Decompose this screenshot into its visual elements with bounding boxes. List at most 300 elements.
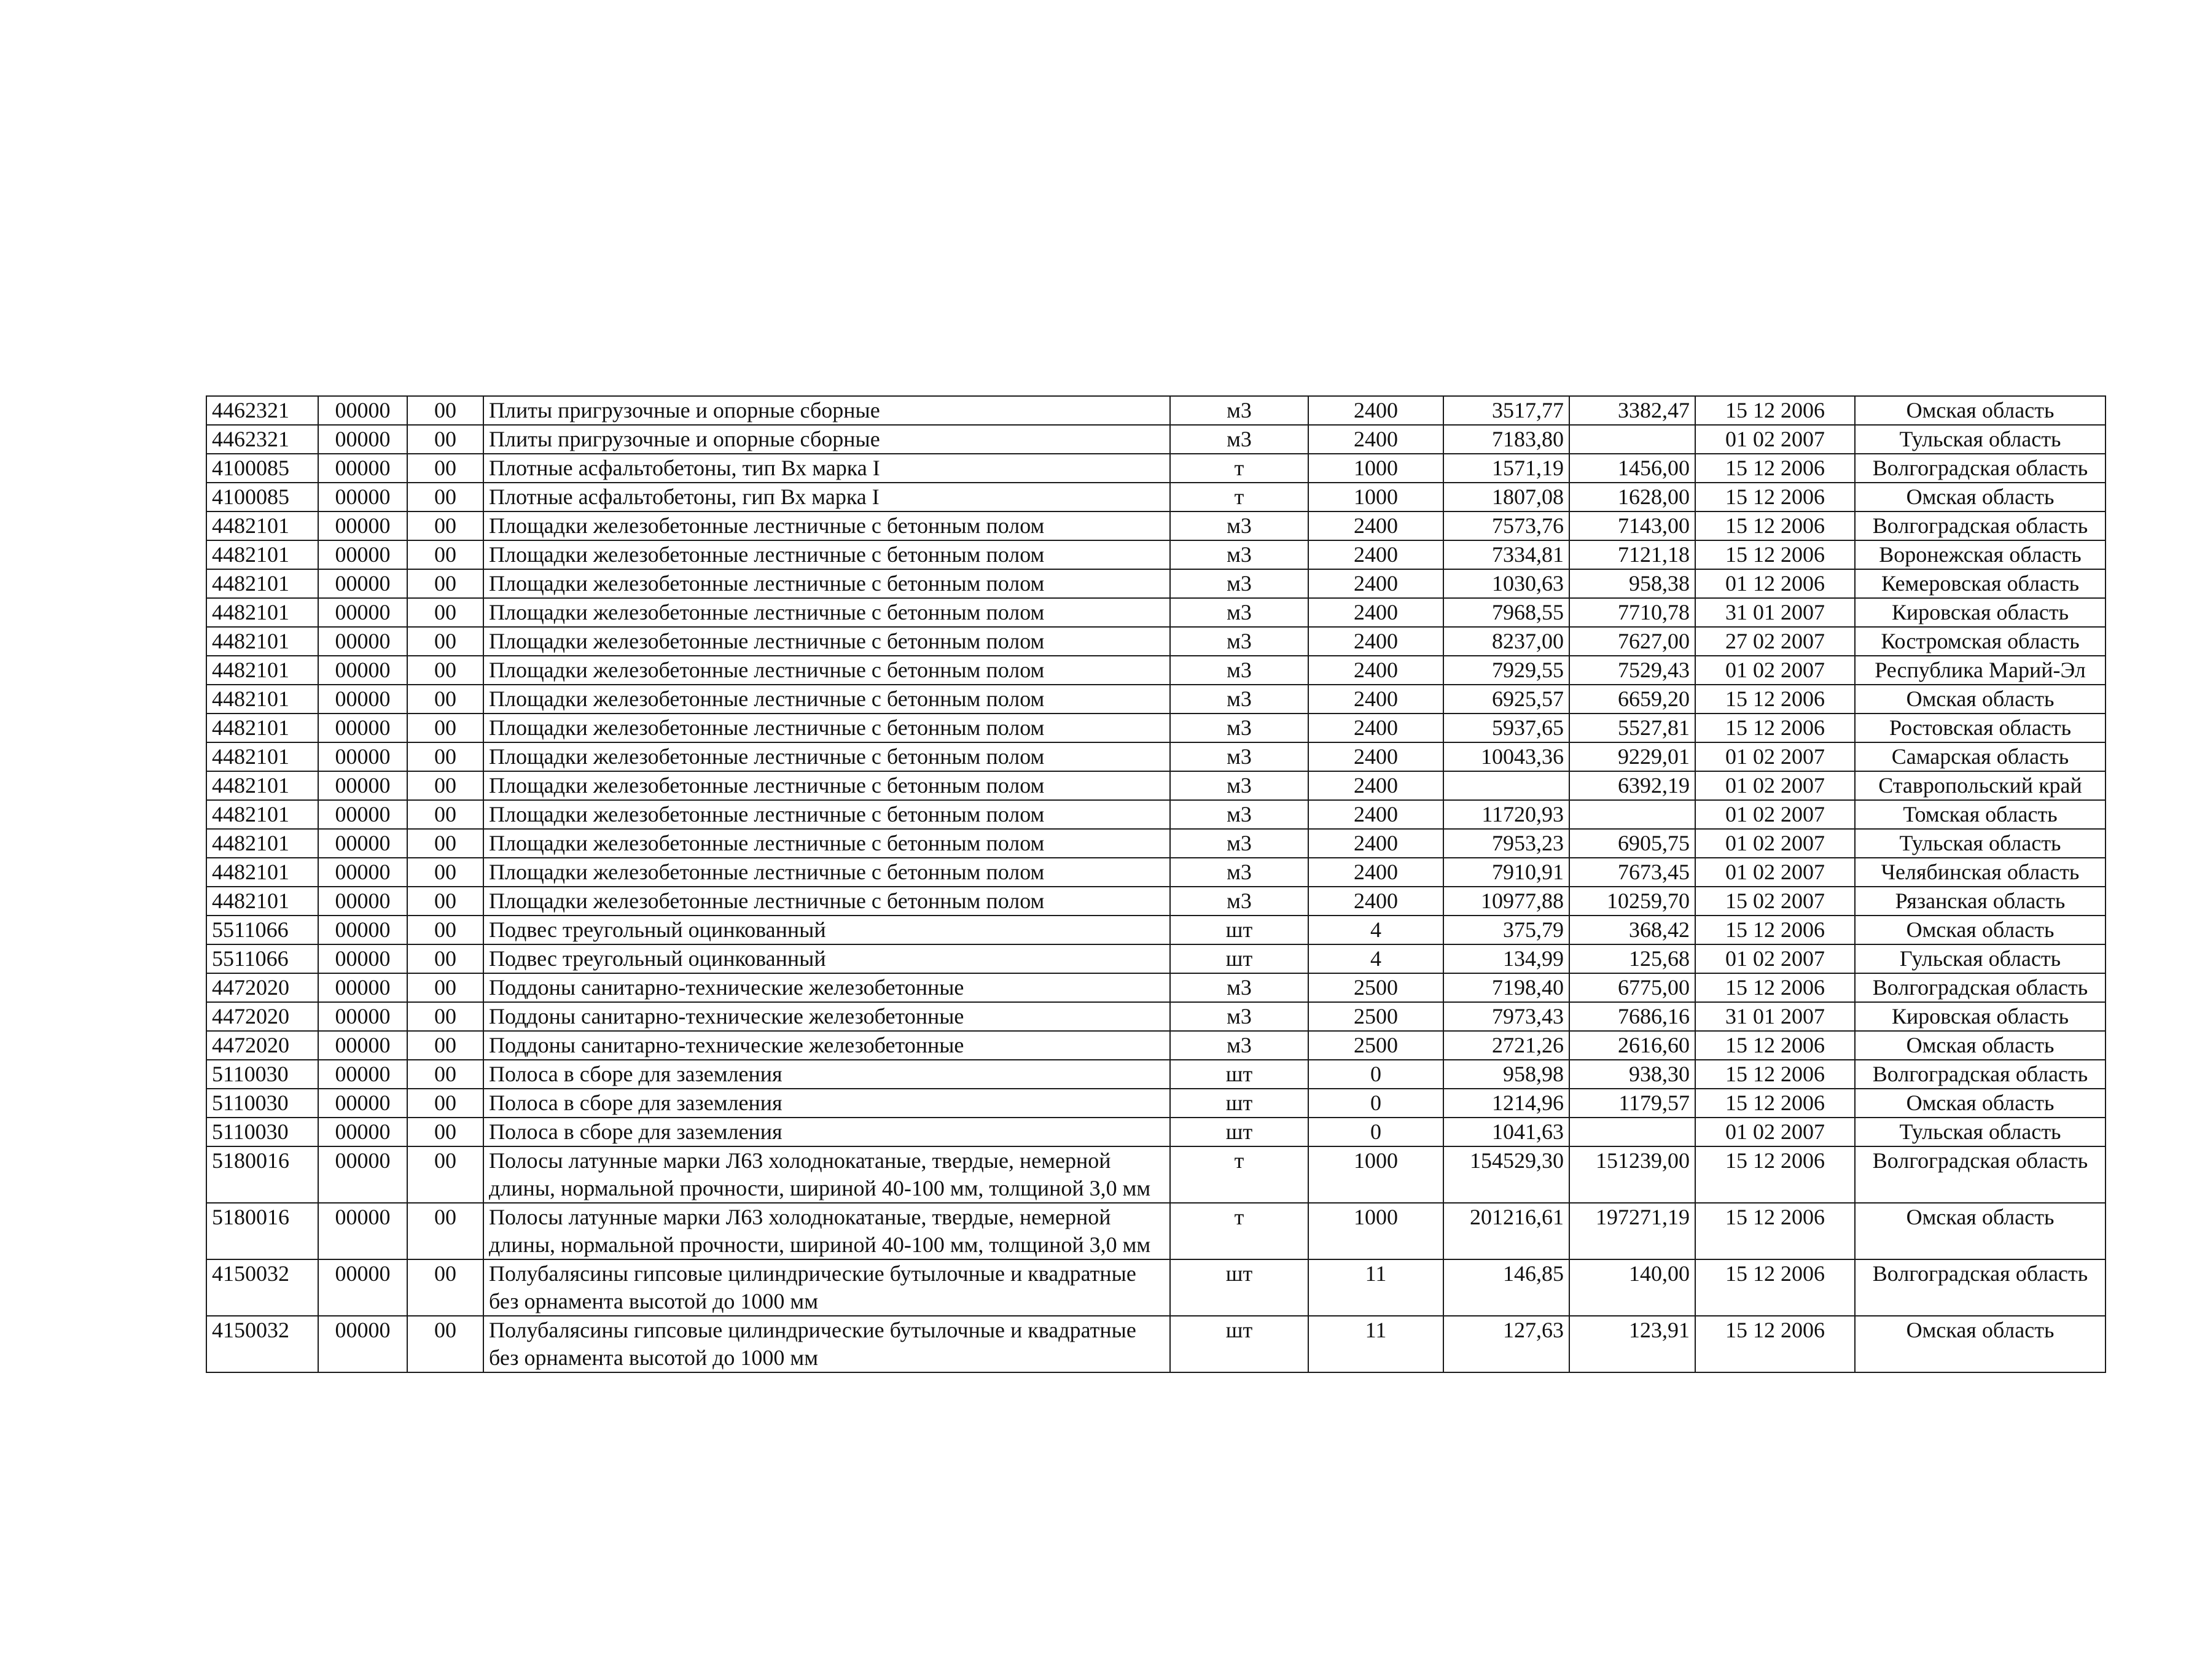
quantity-cell: 2400	[1308, 598, 1443, 627]
date-cell: 15 02 2007	[1695, 887, 1855, 916]
table-row	[206, 454, 2105, 483]
resource-code-cell: 4150032	[206, 1259, 318, 1316]
resource-code-cell: 4482101	[206, 656, 318, 685]
suffix-cell: 00	[407, 1146, 483, 1203]
table-row	[206, 1060, 2105, 1089]
name-cell: Полубалясины гипсовые цилиндрические бутылочные и квадратные без орнамента высотой до 1000 мм	[483, 1259, 1170, 1316]
region-cell: Гульская область	[1855, 944, 2105, 973]
region-cell: Кировская область	[1855, 598, 2105, 627]
region-cell: Тульская область	[1855, 829, 2105, 858]
name-cell: Площадки железобетонные лестничные с бетонным полом	[483, 569, 1170, 598]
name-cell: Плиты пригрузочные и опорные сборные	[483, 425, 1170, 454]
quantity-cell: 1000	[1308, 1146, 1443, 1203]
price-cell: 3517,77	[1443, 396, 1569, 425]
table-row	[206, 569, 2105, 598]
price-alt-cell: 7529,43	[1569, 656, 1695, 685]
name-cell: Площадки железобетонные лестничные с бетонным полом	[483, 598, 1170, 627]
price-cell: 7573,76	[1443, 511, 1569, 540]
price-cell: 2721,26	[1443, 1031, 1569, 1060]
sub-code-cell: 00000	[318, 973, 407, 1002]
suffix-cell: 00	[407, 1316, 483, 1372]
resource-code-cell: 4482101	[206, 800, 318, 829]
table-row	[206, 511, 2105, 540]
price-cell: 5937,65	[1443, 714, 1569, 742]
price-cell: 1571,19	[1443, 454, 1569, 483]
region-cell: Волгоградская область	[1855, 973, 2105, 1002]
table-row	[206, 829, 2105, 858]
date-cell: 01 02 2007	[1695, 858, 1855, 887]
unit-cell: т	[1170, 483, 1308, 511]
suffix-cell: 00	[407, 800, 483, 829]
region-cell: Омская область	[1855, 1031, 2105, 1060]
suffix-cell: 00	[407, 916, 483, 944]
unit-cell: м3	[1170, 973, 1308, 1002]
unit-cell: т	[1170, 1146, 1308, 1203]
quantity-cell: 11	[1308, 1259, 1443, 1316]
region-cell: Кемеровская область	[1855, 569, 2105, 598]
sub-code-cell: 00000	[318, 858, 407, 887]
date-cell: 01 02 2007	[1695, 771, 1855, 800]
date-cell: 15 12 2006	[1695, 973, 1855, 1002]
price-cell: 1030,63	[1443, 569, 1569, 598]
date-cell: 01 02 2007	[1695, 829, 1855, 858]
suffix-cell: 00	[407, 1089, 483, 1118]
unit-cell: м3	[1170, 685, 1308, 714]
price-cell: 7968,55	[1443, 598, 1569, 627]
name-cell: Площадки железобетонные лестничные с бетонным полом	[483, 714, 1170, 742]
unit-cell: м3	[1170, 858, 1308, 887]
price-cell: 201216,61	[1443, 1203, 1569, 1259]
region-cell: Волгоградская область	[1855, 1146, 2105, 1203]
quantity-cell: 2400	[1308, 656, 1443, 685]
quantity-cell: 2500	[1308, 1002, 1443, 1031]
suffix-cell: 00	[407, 742, 483, 771]
region-cell: Волгоградская область	[1855, 454, 2105, 483]
quantity-cell: 2400	[1308, 511, 1443, 540]
suffix-cell: 00	[407, 1002, 483, 1031]
region-cell: Омская область	[1855, 1203, 2105, 1259]
unit-cell: м3	[1170, 598, 1308, 627]
table-row	[206, 887, 2105, 916]
suffix-cell: 00	[407, 858, 483, 887]
unit-cell: шт	[1170, 916, 1308, 944]
resource-code-cell: 5180016	[206, 1146, 318, 1203]
resource-code-cell: 4462321	[206, 396, 318, 425]
quantity-cell: 2400	[1308, 569, 1443, 598]
sub-code-cell: 00000	[318, 1002, 407, 1031]
name-cell: Площадки железобетонные лестничные с бетонным полом	[483, 511, 1170, 540]
resource-code-cell: 4100085	[206, 454, 318, 483]
price-alt-cell: 6392,19	[1569, 771, 1695, 800]
unit-cell: м3	[1170, 829, 1308, 858]
suffix-cell: 00	[407, 627, 483, 656]
suffix-cell: 00	[407, 771, 483, 800]
unit-cell: м3	[1170, 627, 1308, 656]
unit-cell: м3	[1170, 425, 1308, 454]
price-cell: 7953,23	[1443, 829, 1569, 858]
date-cell: 15 12 2006	[1695, 916, 1855, 944]
date-cell: 15 12 2006	[1695, 1316, 1855, 1372]
suffix-cell: 00	[407, 425, 483, 454]
quantity-cell: 2400	[1308, 685, 1443, 714]
resource-code-cell: 4482101	[206, 829, 318, 858]
unit-cell: м3	[1170, 1031, 1308, 1060]
name-cell: Плотные асфальтобетоны, тип Вх марка I	[483, 454, 1170, 483]
resource-code-cell: 5180016	[206, 1203, 318, 1259]
price-alt-cell: 1628,00	[1569, 483, 1695, 511]
price-alt-cell: 6659,20	[1569, 685, 1695, 714]
unit-cell: м3	[1170, 656, 1308, 685]
suffix-cell: 00	[407, 887, 483, 916]
price-alt-cell: 2616,60	[1569, 1031, 1695, 1060]
price-alt-cell: 7121,18	[1569, 540, 1695, 569]
date-cell: 15 12 2006	[1695, 540, 1855, 569]
price-cell: 958,98	[1443, 1060, 1569, 1089]
sub-code-cell: 00000	[318, 685, 407, 714]
suffix-cell: 00	[407, 714, 483, 742]
name-cell: Подвес треугольный оцинкованный	[483, 944, 1170, 973]
region-cell: Волгоградская область	[1855, 511, 2105, 540]
price-alt-cell	[1569, 1118, 1695, 1146]
region-cell: Челябинская область	[1855, 858, 2105, 887]
suffix-cell: 00	[407, 1031, 483, 1060]
price-cell: 1807,08	[1443, 483, 1569, 511]
resource-code-cell: 5110030	[206, 1060, 318, 1089]
price-alt-cell	[1569, 800, 1695, 829]
suffix-cell: 00	[407, 1203, 483, 1259]
price-cell: 7973,43	[1443, 1002, 1569, 1031]
table-row	[206, 1146, 2105, 1203]
price-alt-cell: 5527,81	[1569, 714, 1695, 742]
price-cell: 7929,55	[1443, 656, 1569, 685]
resource-code-cell: 5511066	[206, 916, 318, 944]
quantity-cell: 2400	[1308, 771, 1443, 800]
sub-code-cell: 00000	[318, 1316, 407, 1372]
price-alt-cell: 7143,00	[1569, 511, 1695, 540]
price-cell: 127,63	[1443, 1316, 1569, 1372]
table-row	[206, 1203, 2105, 1259]
quantity-cell: 11	[1308, 1316, 1443, 1372]
quantity-cell: 2500	[1308, 1031, 1443, 1060]
sub-code-cell: 00000	[318, 1146, 407, 1203]
table-row	[206, 627, 2105, 656]
sub-code-cell: 00000	[318, 454, 407, 483]
name-cell: Полоса в сборе для заземления	[483, 1089, 1170, 1118]
name-cell: Поддоны санитарно-технические железобетонные	[483, 1031, 1170, 1060]
price-cell: 7198,40	[1443, 973, 1569, 1002]
unit-cell: м3	[1170, 714, 1308, 742]
price-cell: 7334,81	[1443, 540, 1569, 569]
date-cell: 01 12 2006	[1695, 569, 1855, 598]
quantity-cell: 1000	[1308, 454, 1443, 483]
region-cell: Ростовская область	[1855, 714, 2105, 742]
region-cell: Самарская область	[1855, 742, 2105, 771]
price-alt-cell: 938,30	[1569, 1060, 1695, 1089]
unit-cell: шт	[1170, 1118, 1308, 1146]
price-alt-cell: 368,42	[1569, 916, 1695, 944]
date-cell: 01 02 2007	[1695, 656, 1855, 685]
sub-code-cell: 00000	[318, 425, 407, 454]
sub-code-cell: 00000	[318, 714, 407, 742]
table-body	[206, 396, 2105, 1372]
price-cell	[1443, 771, 1569, 800]
quantity-cell: 2400	[1308, 627, 1443, 656]
name-cell: Площадки железобетонные лестничные с бетонным полом	[483, 771, 1170, 800]
resource-code-cell: 4482101	[206, 627, 318, 656]
quantity-cell: 2400	[1308, 858, 1443, 887]
region-cell: Волгоградская область	[1855, 1259, 2105, 1316]
name-cell: Подвес треугольный оцинкованный	[483, 916, 1170, 944]
price-alt-cell: 3382,47	[1569, 396, 1695, 425]
name-cell: Площадки железобетонные лестничные с бетонным полом	[483, 540, 1170, 569]
name-cell: Площадки железобетонные лестничные с бетонным полом	[483, 800, 1170, 829]
unit-cell: м3	[1170, 1002, 1308, 1031]
price-alt-cell: 7673,45	[1569, 858, 1695, 887]
quantity-cell: 2500	[1308, 973, 1443, 1002]
price-alt-cell	[1569, 425, 1695, 454]
name-cell: Полоса в сборе для заземления	[483, 1118, 1170, 1146]
resource-code-cell: 5110030	[206, 1089, 318, 1118]
price-alt-cell: 1179,57	[1569, 1089, 1695, 1118]
sub-code-cell: 00000	[318, 483, 407, 511]
name-cell: Площадки железобетонные лестничные с бетонным полом	[483, 685, 1170, 714]
resource-code-cell: 4482101	[206, 511, 318, 540]
price-cell: 1214,96	[1443, 1089, 1569, 1118]
unit-cell: м3	[1170, 800, 1308, 829]
unit-cell: т	[1170, 1203, 1308, 1259]
sub-code-cell: 00000	[318, 1118, 407, 1146]
suffix-cell: 00	[407, 656, 483, 685]
table-row	[206, 656, 2105, 685]
name-cell: Плотные асфальтобетоны, гип Вх марка I	[483, 483, 1170, 511]
resource-code-cell: 4482101	[206, 887, 318, 916]
date-cell: 15 12 2006	[1695, 1146, 1855, 1203]
table-row	[206, 685, 2105, 714]
unit-cell: м3	[1170, 396, 1308, 425]
table-row	[206, 1259, 2105, 1316]
date-cell: 15 12 2006	[1695, 483, 1855, 511]
resource-code-cell: 4150032	[206, 1316, 318, 1372]
sub-code-cell: 00000	[318, 1031, 407, 1060]
suffix-cell: 00	[407, 1060, 483, 1089]
date-cell: 15 12 2006	[1695, 1259, 1855, 1316]
quantity-cell: 2400	[1308, 714, 1443, 742]
price-alt-cell: 7627,00	[1569, 627, 1695, 656]
sub-code-cell: 00000	[318, 1089, 407, 1118]
date-cell: 01 02 2007	[1695, 742, 1855, 771]
region-cell: Костромская область	[1855, 627, 2105, 656]
sub-code-cell: 00000	[318, 887, 407, 916]
quantity-cell: 2400	[1308, 396, 1443, 425]
quantity-cell: 2400	[1308, 800, 1443, 829]
region-cell: Кировская область	[1855, 1002, 2105, 1031]
name-cell: Поддоны санитарно-технические железобетонные	[483, 973, 1170, 1002]
region-cell: Омская область	[1855, 1316, 2105, 1372]
quantity-cell: 4	[1308, 916, 1443, 944]
suffix-cell: 00	[407, 685, 483, 714]
price-alt-cell: 958,38	[1569, 569, 1695, 598]
price-cell: 134,99	[1443, 944, 1569, 973]
suffix-cell: 00	[407, 511, 483, 540]
date-cell: 15 12 2006	[1695, 396, 1855, 425]
price-alt-cell: 9229,01	[1569, 742, 1695, 771]
date-cell: 15 12 2006	[1695, 511, 1855, 540]
name-cell: Полубалясины гипсовые цилиндрические бутылочные и квадратные без орнамента высотой до 1000 мм	[483, 1316, 1170, 1372]
unit-cell: м3	[1170, 540, 1308, 569]
sub-code-cell: 00000	[318, 1203, 407, 1259]
sub-code-cell: 00000	[318, 1259, 407, 1316]
sub-code-cell: 00000	[318, 800, 407, 829]
table-row	[206, 742, 2105, 771]
table-row	[206, 973, 2105, 1002]
resource-code-cell: 4482101	[206, 714, 318, 742]
resource-code-cell: 4482101	[206, 598, 318, 627]
sub-code-cell: 00000	[318, 742, 407, 771]
price-table	[206, 395, 2106, 1373]
region-cell: Воронежская область	[1855, 540, 2105, 569]
unit-cell: м3	[1170, 887, 1308, 916]
price-alt-cell: 6905,75	[1569, 829, 1695, 858]
price-cell: 7183,80	[1443, 425, 1569, 454]
quantity-cell: 0	[1308, 1089, 1443, 1118]
unit-cell: м3	[1170, 771, 1308, 800]
date-cell: 15 12 2006	[1695, 1089, 1855, 1118]
table-row	[206, 944, 2105, 973]
price-cell: 6925,57	[1443, 685, 1569, 714]
sub-code-cell: 00000	[318, 627, 407, 656]
suffix-cell: 00	[407, 829, 483, 858]
name-cell: Полоса в сборе для заземления	[483, 1060, 1170, 1089]
price-alt-cell: 7686,16	[1569, 1002, 1695, 1031]
sub-code-cell: 00000	[318, 944, 407, 973]
name-cell: Полосы латунные марки Л63 холоднокатаные, твердые, немерной длины, нормальной прочности, шириной 40-100 мм, толщиной 3,0 мм	[483, 1203, 1170, 1259]
price-cell: 8237,00	[1443, 627, 1569, 656]
price-cell: 1041,63	[1443, 1118, 1569, 1146]
unit-cell: м3	[1170, 742, 1308, 771]
price-alt-cell: 140,00	[1569, 1259, 1695, 1316]
unit-cell: шт	[1170, 1060, 1308, 1089]
name-cell: Площадки железобетонные лестничные с бетонным полом	[483, 627, 1170, 656]
table-row	[206, 483, 2105, 511]
table-row	[206, 598, 2105, 627]
region-cell: Омская область	[1855, 483, 2105, 511]
unit-cell: шт	[1170, 1089, 1308, 1118]
resource-code-cell: 4100085	[206, 483, 318, 511]
name-cell: Площадки железобетонные лестничные с бетонным полом	[483, 829, 1170, 858]
unit-cell: шт	[1170, 1316, 1308, 1372]
suffix-cell: 00	[407, 569, 483, 598]
quantity-cell: 0	[1308, 1060, 1443, 1089]
suffix-cell: 00	[407, 396, 483, 425]
resource-code-cell: 5110030	[206, 1118, 318, 1146]
sub-code-cell: 00000	[318, 540, 407, 569]
resource-code-cell: 4482101	[206, 858, 318, 887]
date-cell: 31 01 2007	[1695, 1002, 1855, 1031]
price-cell: 11720,93	[1443, 800, 1569, 829]
region-cell: Омская область	[1855, 396, 2105, 425]
date-cell: 15 12 2006	[1695, 714, 1855, 742]
date-cell: 01 02 2007	[1695, 800, 1855, 829]
quantity-cell: 2400	[1308, 742, 1443, 771]
table-row	[206, 396, 2105, 425]
date-cell: 15 12 2006	[1695, 685, 1855, 714]
region-cell: Томская область	[1855, 800, 2105, 829]
region-cell: Тульская область	[1855, 425, 2105, 454]
quantity-cell: 1000	[1308, 1203, 1443, 1259]
name-cell: Поддоны санитарно-технические железобетонные	[483, 1002, 1170, 1031]
table-row	[206, 1089, 2105, 1118]
date-cell: 15 12 2006	[1695, 1060, 1855, 1089]
resource-code-cell: 4482101	[206, 540, 318, 569]
price-cell: 10977,88	[1443, 887, 1569, 916]
table-row	[206, 1031, 2105, 1060]
table-row	[206, 714, 2105, 742]
price-alt-cell: 6775,00	[1569, 973, 1695, 1002]
name-cell: Плиты пригрузочные и опорные сборные	[483, 396, 1170, 425]
suffix-cell: 00	[407, 454, 483, 483]
table-row	[206, 858, 2105, 887]
table-row	[206, 540, 2105, 569]
date-cell: 15 12 2006	[1695, 1203, 1855, 1259]
region-cell: Ставропольский край	[1855, 771, 2105, 800]
sub-code-cell: 00000	[318, 511, 407, 540]
resource-code-cell: 4482101	[206, 742, 318, 771]
sub-code-cell: 00000	[318, 916, 407, 944]
sub-code-cell: 00000	[318, 569, 407, 598]
resource-code-cell: 4472020	[206, 1002, 318, 1031]
unit-cell: шт	[1170, 1259, 1308, 1316]
resource-code-cell: 4472020	[206, 973, 318, 1002]
quantity-cell: 1000	[1308, 483, 1443, 511]
region-cell: Волгоградская область	[1855, 1060, 2105, 1089]
table-row	[206, 1316, 2105, 1372]
suffix-cell: 00	[407, 944, 483, 973]
date-cell: 31 01 2007	[1695, 598, 1855, 627]
sub-code-cell: 00000	[318, 598, 407, 627]
sub-code-cell: 00000	[318, 829, 407, 858]
name-cell: Площадки железобетонные лестничные с бетонным полом	[483, 742, 1170, 771]
suffix-cell: 00	[407, 1259, 483, 1316]
date-cell: 01 02 2007	[1695, 944, 1855, 973]
region-cell: Омская область	[1855, 916, 2105, 944]
date-cell: 01 02 2007	[1695, 425, 1855, 454]
price-alt-cell: 197271,19	[1569, 1203, 1695, 1259]
resource-code-cell: 4482101	[206, 685, 318, 714]
region-cell: Омская область	[1855, 1089, 2105, 1118]
sub-code-cell: 00000	[318, 771, 407, 800]
table-row	[206, 771, 2105, 800]
quantity-cell: 2400	[1308, 425, 1443, 454]
name-cell: Площадки железобетонные лестничные с бетонным полом	[483, 858, 1170, 887]
suffix-cell: 00	[407, 598, 483, 627]
table-row	[206, 800, 2105, 829]
region-cell: Республика Марий-Эл	[1855, 656, 2105, 685]
date-cell: 15 12 2006	[1695, 454, 1855, 483]
resource-code-cell: 5511066	[206, 944, 318, 973]
table-row	[206, 425, 2105, 454]
date-cell: 27 02 2007	[1695, 627, 1855, 656]
unit-cell: м3	[1170, 511, 1308, 540]
quantity-cell: 0	[1308, 1118, 1443, 1146]
sub-code-cell: 00000	[318, 656, 407, 685]
quantity-cell: 4	[1308, 944, 1443, 973]
suffix-cell: 00	[407, 1118, 483, 1146]
suffix-cell: 00	[407, 483, 483, 511]
suffix-cell: 00	[407, 540, 483, 569]
region-cell: Омская область	[1855, 685, 2105, 714]
price-alt-cell: 151239,00	[1569, 1146, 1695, 1203]
resource-code-cell: 4472020	[206, 1031, 318, 1060]
